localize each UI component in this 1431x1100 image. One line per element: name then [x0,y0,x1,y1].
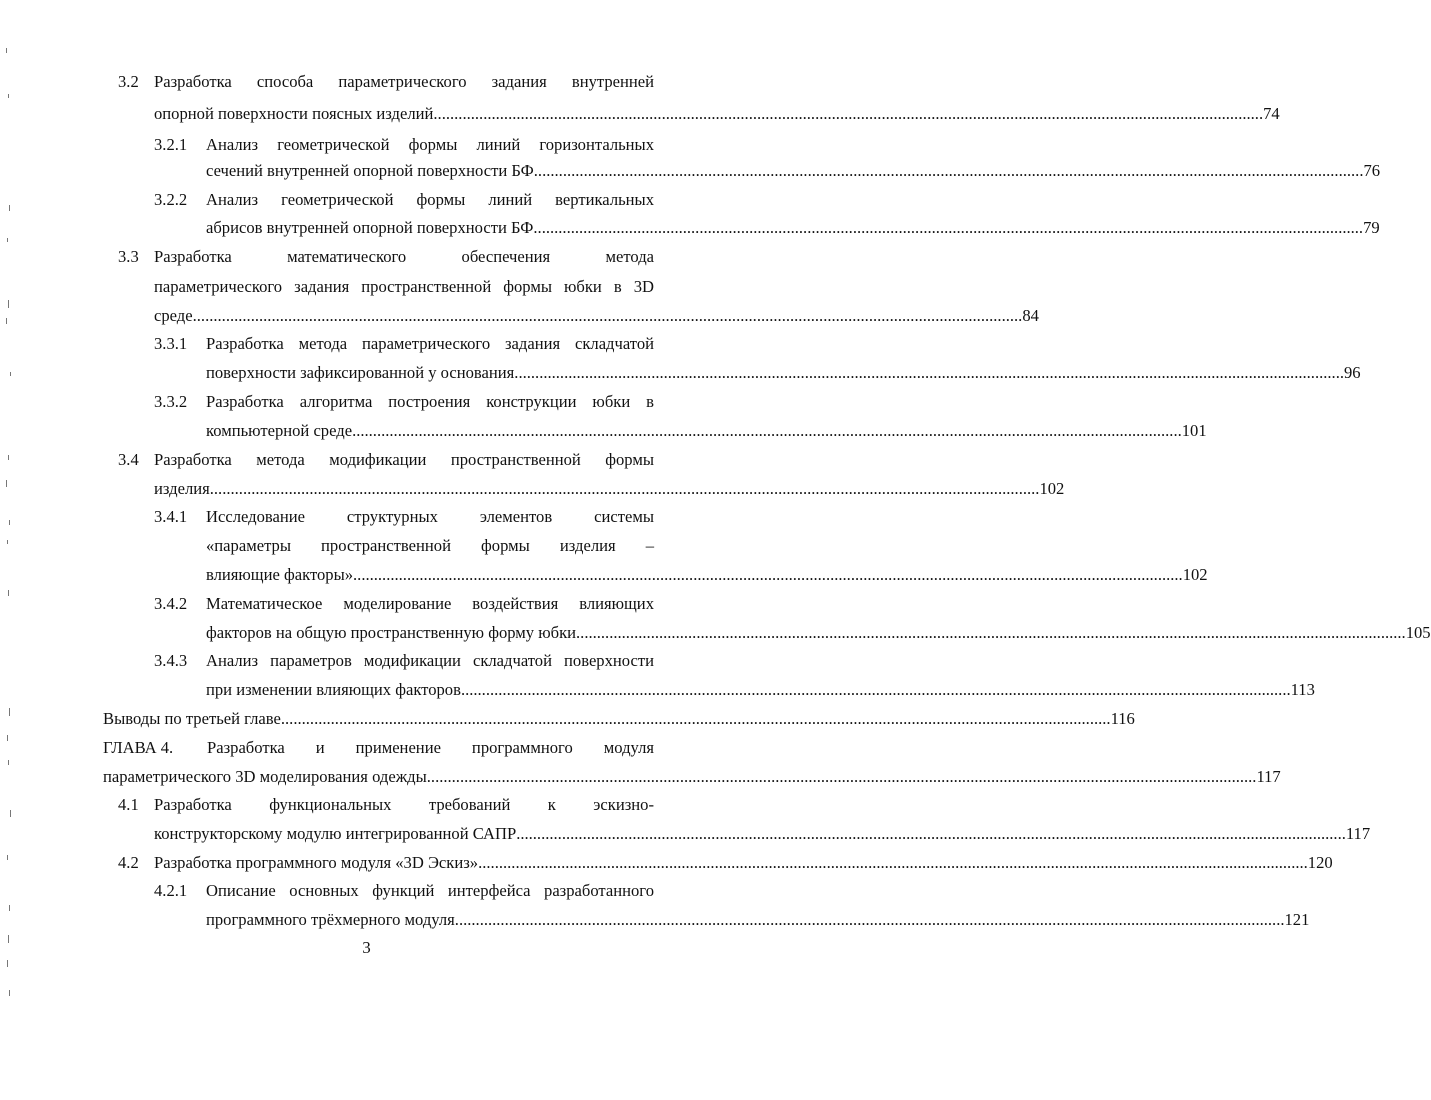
toc-title-cont: изделия [154,479,210,498]
toc-entry-conclusions-ch3[interactable] [0,709,1135,729]
dot-leader: ........................................................................................................................................................................................................ [514,363,1344,382]
dot-leader: ........................................................................................................................................................................................................ [460,680,1291,699]
toc-page: 105 [1405,623,1431,642]
toc-entry-3-4-1-line1 [0,507,733,527]
toc-title: «параметры пространственной формы изделия – [206,536,654,555]
toc-title: Анализ геометрической формы линий вертикальных [206,190,654,209]
toc-title-cont: конструкторскому модулю интегрированной САПР [154,824,517,843]
toc-number: 3.2 [118,72,139,91]
dot-leader: ........................................................................................................................................................................................................ [454,910,1285,929]
toc-entry-3-4-1-line1b [0,536,733,556]
toc-entry-3-3-line1 [0,247,733,267]
toc-number: 3.2.1 [154,135,188,154]
toc-page: 101 [1181,421,1207,440]
toc-entry-3-4-3-line2[interactable] [0,680,1315,700]
dot-leader: ........................................................................................................................................................................................................ [533,218,1364,237]
toc-number: 3.4.1 [154,507,188,526]
toc-entry-4-1-line1 [0,795,733,815]
toc-page: 113 [1290,680,1315,699]
toc-title-cont: влияющие факторы» [206,565,354,584]
toc-title: параметрического задания пространственной формы юбки в 3D [154,277,654,296]
dot-leader: ........................................................................................................................................................................................................ [426,767,1257,786]
toc-page: 76 [1363,161,1381,180]
toc-entry-3-3-1-line2[interactable] [0,363,1361,383]
toc-title: Разработка математического обеспечения метода [154,247,654,266]
toc-page: 102 [1182,565,1208,584]
toc-number: 4.1 [118,795,139,814]
toc-page: 117 [1256,767,1281,786]
toc-title: Разработка метода модификации пространственной формы [154,450,654,469]
toc-number: 3.4.2 [154,594,188,613]
toc-title: Анализ параметров модификации складчатой поверхности [206,651,654,670]
toc-entry-4-2-1-line2[interactable] [0,910,1310,930]
toc-number: 4.2.1 [154,881,188,900]
toc-entry-4-2-1-line1 [0,881,733,901]
dot-leader: ........................................................................................................................................................................................................ [353,565,1183,584]
toc-entry-3-3-line1b [0,277,733,297]
toc-page: 120 [1307,853,1333,872]
toc-number: 3.4.3 [154,651,188,670]
dot-leader: ........................................................................................................................................................................................................ [433,104,1264,123]
toc-entry-4-1-line2[interactable] [0,824,1371,844]
toc-title: Математическое моделирование воздействия влияющих [206,594,654,613]
toc-title: Описание основных функций интерфейса разработанного [206,881,654,900]
toc-title: Разработка метода параметрического задания складчатой [206,334,654,353]
toc-title: Разработка и применение программного модуля [207,738,654,757]
toc-number: 3.3.2 [154,392,188,411]
toc-number: 3.2.2 [154,190,188,209]
toc-number: ГЛАВА 4. [103,738,174,757]
toc-number: 3.3.1 [154,334,188,353]
dot-leader: ........................................................................................................................................................................................................ [516,824,1346,843]
dot-leader: ........................................................................................................................................................................................................ [352,421,1182,440]
toc-entry-3-4-1-line2[interactable] [0,565,1208,585]
toc-title-cont: факторов на общую пространственную форму юбки [206,623,577,642]
page-number: 3 [362,938,371,957]
toc-entry-3-3-line2[interactable] [0,306,1039,326]
toc-entry-3-4-line1 [0,450,733,470]
toc-page: 84 [1022,306,1039,325]
toc-title: Разработка алгоритма построения конструкции юбки в [206,392,654,411]
toc-title-cont: поверхности зафиксированной у основания [206,363,515,382]
toc-page: 117 [1345,824,1371,843]
toc-title: Разработка функциональных требований к эскизно- [154,795,654,814]
dot-leader: ........................................................................................................................................................................................................ [478,853,1308,872]
toc-page: 74 [1263,104,1280,123]
toc-title: Выводы по третьей главе [103,709,281,728]
toc-entry-3-2-2-line1 [0,190,733,210]
toc-title-cont: параметрического 3D моделирования одежды [103,767,427,786]
toc-page: 102 [1039,479,1065,498]
toc-title-cont: компьютерной среде [206,421,353,440]
toc-page: 121 [1284,910,1310,929]
toc-entry-3-3-2-line1 [0,392,733,412]
dot-leader: ........................................................................................................................................................................................................ [533,161,1364,180]
toc-title-cont: абрисов внутренней опорной поверхности БФ [206,218,534,237]
toc-title-cont: программного трёхмерного модуля [206,910,455,929]
toc-entry-chapter-4-line2[interactable] [0,767,1281,787]
toc-entry-3-2-line2[interactable] [0,104,1280,124]
toc-number: 3.3 [118,247,139,266]
dot-leader: ........................................................................................................................................................................................................ [576,623,1406,642]
toc-entry-3-3-2-line2[interactable] [0,421,1207,441]
toc-page: 79 [1363,218,1380,237]
toc-title: Анализ геометрической формы линий горизонтальных [206,135,654,154]
toc-entry-3-2-line1 [0,72,733,92]
toc-entry-3-2-1-line2[interactable] [0,161,1381,181]
dot-leader: ........................................................................................................................................................................................................ [280,709,1111,728]
toc-entry-3-4-2-line1 [0,594,733,614]
toc-title: Разработка способа параметрического задания внутренней [154,72,654,91]
toc-title-cont: среде [154,306,193,325]
toc-number: 4.2 [118,853,139,872]
toc-title-cont: сечений внутренней опорной поверхности БФ [206,161,534,180]
toc-entry-3-4-3-line1 [0,651,733,671]
toc-title-cont: опорной поверхности поясных изделий [154,104,434,123]
dot-leader: ........................................................................................................................................................................................................ [209,479,1040,498]
toc-entry-3-2-1-line1 [0,135,733,155]
toc-entry-3-4-line2[interactable] [0,479,1065,499]
toc-title: Исследование структурных элементов системы [206,507,654,526]
toc-title: Разработка программного модуля «3D Эскиз» [154,853,479,872]
toc-page: 96 [1343,363,1361,382]
dot-leader: ........................................................................................................................................................................................................ [192,306,1023,325]
toc-entry-3-2-2-line2[interactable] [0,218,1380,238]
toc-entry-chapter-4-line1 [0,738,733,758]
toc-number: 3.4 [118,450,139,469]
toc-entry-4-2[interactable] [0,853,1333,873]
toc-title-cont: при изменении влияющих факторов [206,680,461,699]
toc-entry-3-4-2-line2[interactable] [0,623,1431,643]
toc-page: 116 [1110,709,1135,728]
toc-entry-3-3-1-line1 [0,334,733,354]
